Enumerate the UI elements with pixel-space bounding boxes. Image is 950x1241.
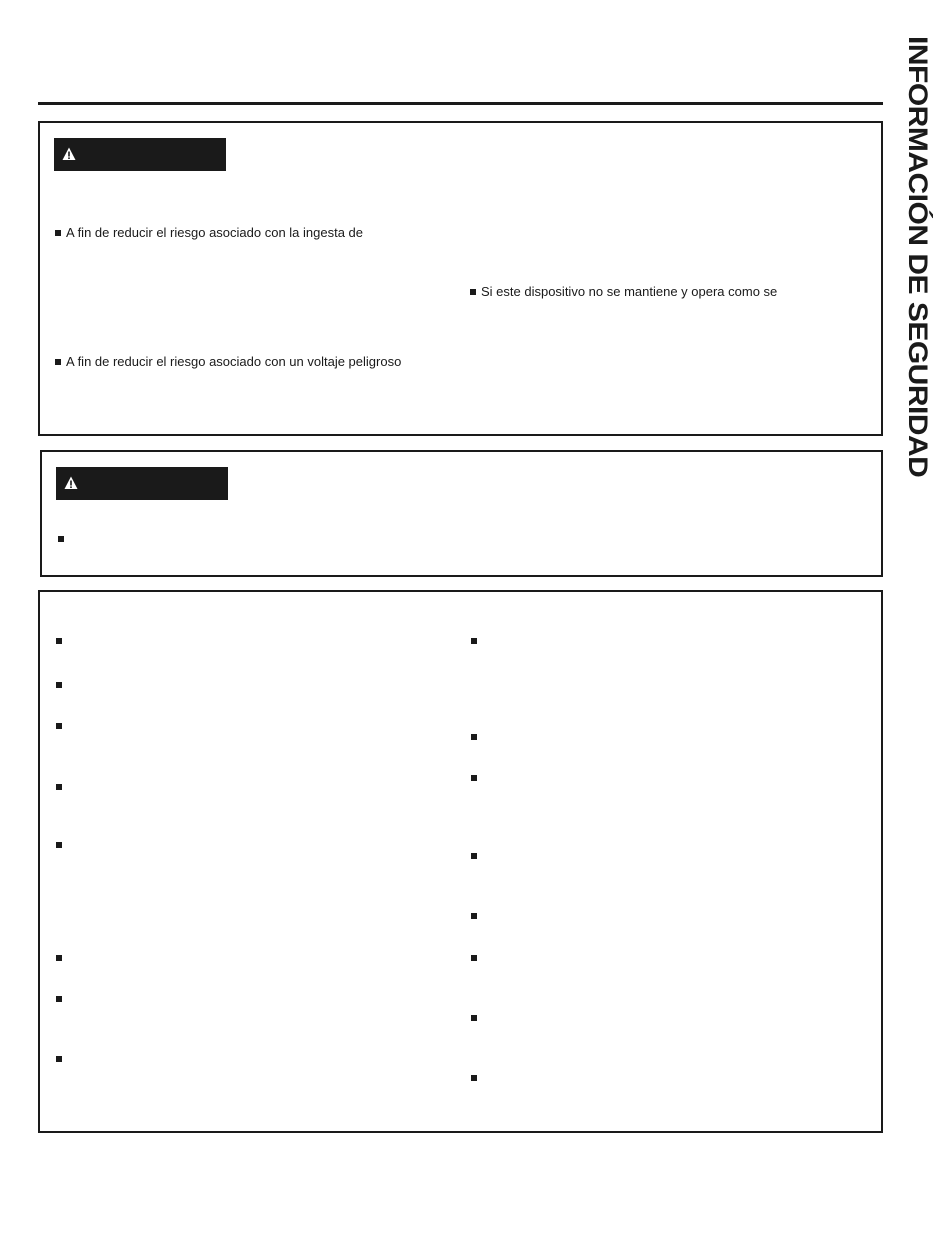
warning-item-voltage: [55, 354, 401, 370]
warning-item-ingestion: [55, 225, 363, 241]
bullet-icon: [55, 230, 61, 236]
warning-header-bar: [56, 467, 228, 500]
warning-item-text: Si este dispositivo no se mantiene y opera como se: [481, 284, 778, 299]
bullet-icon: [56, 723, 62, 729]
safety-instructions-box: [38, 590, 883, 1133]
bullet-icon: [471, 853, 477, 859]
bullet-icon: [56, 682, 62, 688]
section-side-title: INFORMACIÓN DE SEGURIDAD: [902, 36, 933, 478]
bullet-icon: [56, 638, 62, 644]
warning-box-2: [40, 450, 883, 577]
bullet-icon: [56, 996, 62, 1002]
bullet-icon: [471, 1015, 477, 1021]
bullet-icon: [471, 734, 477, 740]
bullet-icon: [471, 1075, 477, 1081]
warning-box-1: [38, 121, 883, 436]
warning-item-text: A fin de reducir el riesgo asociado con la ingesta de: [66, 225, 364, 240]
warning-header-bar: [54, 138, 226, 171]
bullet-icon: [471, 775, 477, 781]
bullet-icon: [470, 289, 476, 295]
bullet-icon: [471, 955, 477, 961]
bullet-icon: [56, 1056, 62, 1062]
warning-triangle-icon: [64, 476, 78, 490]
warning-item-text: A fin de reducir el riesgo asociado con un voltaje peligroso: [66, 354, 402, 369]
warning-item-maintenance: [470, 284, 777, 300]
bullet-icon: [471, 913, 477, 919]
bullet-icon: [56, 842, 62, 848]
bullet-icon: [56, 955, 62, 961]
warning-triangle-icon: [62, 147, 76, 161]
top-rule: [38, 102, 883, 105]
bullet-icon: [58, 536, 64, 542]
bullet-icon: [56, 784, 62, 790]
bullet-icon: [471, 638, 477, 644]
bullet-icon: [55, 359, 61, 365]
